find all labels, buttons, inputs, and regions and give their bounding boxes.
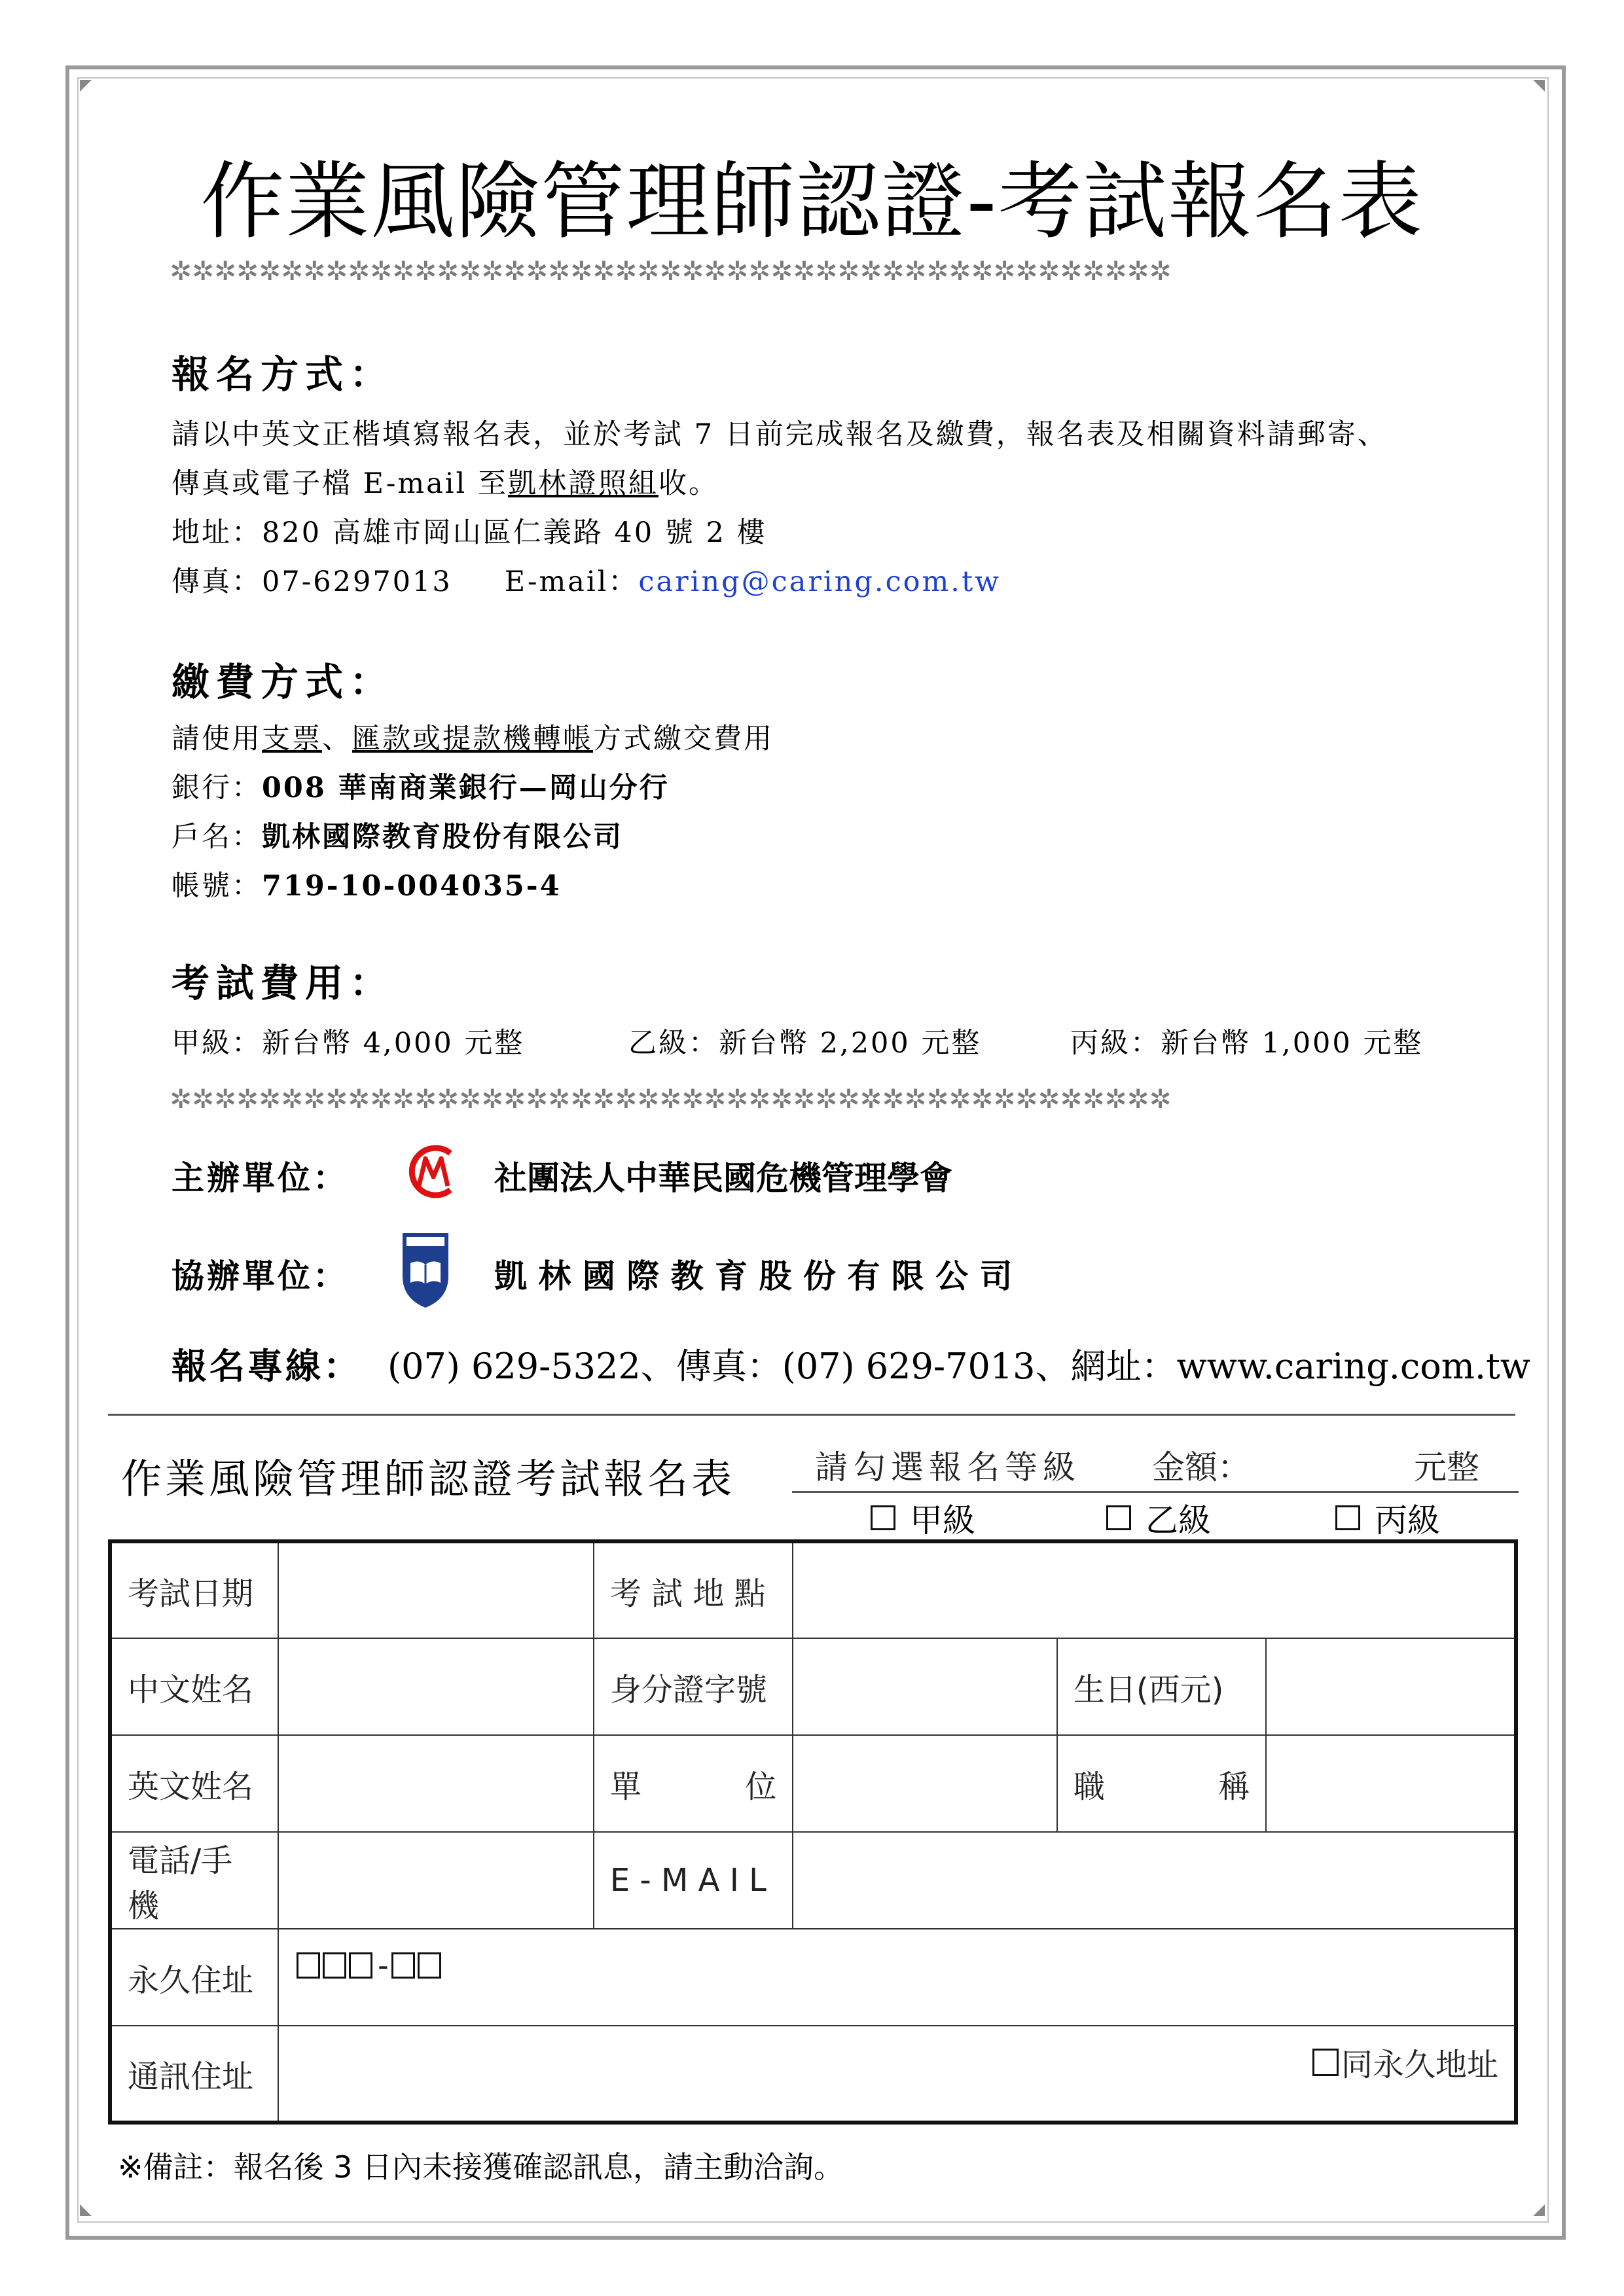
unit-label-b: 位: [745, 1768, 777, 1805]
association-logo-icon: [399, 1139, 465, 1204]
mailing-address-label: 通訊住址: [110, 2026, 278, 2123]
payment-pre: 請使用: [171, 723, 262, 755]
phone-label: 電話/手機: [110, 1832, 278, 1929]
unit-label: [594, 1735, 793, 1832]
co-organizer-name: 凱 林 國 際 教 育 股 份 有 限 公 司: [494, 1257, 1013, 1295]
job-title-field[interactable]: [1266, 1735, 1516, 1832]
exam-location-label: 考 試 地 點: [594, 1541, 793, 1638]
phone-field[interactable]: [278, 1832, 593, 1929]
footnote: ※備註：報名後 3 日內未接獲確認訊息，請主動洽詢。: [118, 2149, 844, 2185]
account-no-label: 帳號：: [171, 870, 262, 903]
form-title: 作業風險管理師認證考試報名表: [121, 1455, 736, 1503]
payment-sep: 、: [322, 723, 352, 755]
checkbox-icon[interactable]: [1106, 1505, 1131, 1530]
registration-line-2-pre: 傳真或電子檔 E-mail 至: [171, 467, 508, 500]
level-option-b[interactable]: [1106, 1494, 1211, 1541]
registration-fax: 傳真：07-6297013: [171, 565, 452, 598]
level-prompt: 請勾選報名等級: [815, 1448, 1081, 1486]
level-option-a[interactable]: [871, 1494, 975, 1541]
job-title-label: [1057, 1735, 1266, 1832]
job-title-label-a: 職: [1073, 1768, 1105, 1805]
amount-unit: 元整: [1414, 1448, 1479, 1486]
registration-line-2: [171, 461, 719, 501]
payment-methods: [171, 717, 774, 757]
frame-corner: [80, 80, 92, 92]
job-title-label-b: 稱: [1218, 1768, 1250, 1805]
permanent-address-label: 永久住址: [110, 1929, 278, 2026]
bank-label: 銀行：: [171, 772, 262, 804]
level-option-label: 甲級: [910, 1501, 975, 1539]
email-label: E-mail：: [504, 565, 639, 598]
exam-date-label: 考試日期: [110, 1541, 278, 1638]
registration-heading: 報名方式：: [171, 352, 395, 397]
host-label: 主辦單位：: [171, 1158, 348, 1197]
chinese-name-label: 中文姓名: [110, 1638, 278, 1735]
registration-address: 地址：820 高雄市岡山區仁義路 40 號 2 樓: [171, 516, 767, 549]
frame-corner: [80, 2204, 92, 2216]
level-option-label: 丙級: [1375, 1501, 1440, 1539]
payment-account-name: [171, 815, 623, 855]
table-row: [110, 1541, 1516, 1638]
payment-method-transfer: 匯款或提款機轉帳: [352, 723, 593, 755]
hotline-value: (07) 629-5322、傳真：(07) 629-7013、網址：www.caring.com.tw: [388, 1346, 1531, 1387]
host-name: 社團法人中華民國危機管理學會: [494, 1158, 952, 1197]
caring-shield-logo-icon: [401, 1230, 450, 1309]
postal-code-box[interactable]: [349, 1952, 372, 1979]
level-option-label: 乙級: [1146, 1501, 1211, 1539]
page-title: 作業風險管理師認證-考試報名表: [200, 153, 1424, 251]
registration-line-1: 請以中英文正楷填寫報名表，並於考試 7 日前完成報名及繳費，報名表及相關資料請郵寄、: [171, 418, 1388, 451]
postal-code-box[interactable]: [418, 1952, 441, 1979]
english-name-label: 英文姓名: [110, 1735, 278, 1832]
registration-form-table: [108, 1539, 1518, 2125]
email-link[interactable]: caring@caring.com.tw: [638, 565, 1001, 598]
unit-label-a: 單: [609, 1768, 641, 1805]
birthday-field[interactable]: [1266, 1638, 1516, 1735]
postal-code-box[interactable]: [391, 1952, 415, 1979]
checkbox-icon[interactable]: [871, 1505, 895, 1530]
payment-method-check: 支票: [262, 723, 322, 755]
postal-code-box[interactable]: [323, 1952, 346, 1979]
checkbox-icon[interactable]: [1335, 1505, 1360, 1530]
star-divider: ✲✲✲✲✲✲✲✲✲✲✲✲✲✲✲✲✲✲✲✲✲✲✲✲✲✲✲✲✲✲✲✲✲✲✲✲✲✲✲✲✲✲✲✲✲: [170, 247, 1172, 289]
level-option-c[interactable]: [1335, 1494, 1440, 1541]
hotline: [171, 1338, 1530, 1389]
english-name-field[interactable]: [278, 1735, 593, 1832]
fee-level-a: 甲級：新台幣 4,000 元整: [171, 1027, 525, 1060]
payment-account-no: [171, 864, 562, 904]
account-no-value: 719-10-004035-4: [262, 870, 562, 903]
same-address-option[interactable]: [1312, 2039, 1498, 2085]
payment-bank: [171, 766, 670, 806]
birthday-label: 生日(西元): [1057, 1638, 1266, 1735]
frame-corner: [1533, 2204, 1545, 2216]
postal-code-boxes[interactable]: -: [297, 1948, 444, 1983]
co-organizer-label: 協辦單位：: [171, 1257, 348, 1295]
mailing-address-field[interactable]: [278, 2026, 1516, 2123]
table-row: [110, 1735, 1516, 1832]
table-row: [110, 1929, 1516, 2026]
account-name-label: 戶名：: [171, 821, 262, 853]
checkbox-icon[interactable]: [1312, 2049, 1339, 2076]
registration-recipient: 凱林證照組: [507, 467, 659, 500]
amount-label: 金額：: [1152, 1448, 1250, 1486]
table-row: [110, 1832, 1516, 1929]
chinese-name-field[interactable]: [278, 1638, 593, 1735]
table-row: [110, 1638, 1516, 1735]
bank-value: 008 華南商業銀行—岡山分行: [262, 772, 670, 804]
fees-heading: 考試費用：: [171, 961, 395, 1005]
id-number-field[interactable]: [793, 1638, 1057, 1735]
same-address-label: 同永久地址: [1341, 2047, 1498, 2083]
hotline-label: 報名專線：: [171, 1345, 361, 1387]
level-underline: [792, 1491, 1519, 1493]
table-row: [110, 2026, 1516, 2123]
id-number-label: 身分證字號: [594, 1638, 793, 1735]
exam-location-field[interactable]: [793, 1541, 1516, 1638]
frame-corner: [1533, 80, 1545, 92]
email-field[interactable]: [793, 1832, 1516, 1929]
postal-code-box[interactable]: [297, 1952, 320, 1979]
payment-post: 方式繳交費用: [593, 723, 774, 755]
permanent-address-field[interactable]: [278, 1929, 1516, 2026]
fee-level-b: 乙級：新台幣 2,200 元整: [628, 1027, 982, 1060]
section-divider: [108, 1414, 1515, 1416]
payment-heading: 繳費方式：: [171, 660, 395, 704]
email-field-label: E - M A I L: [594, 1832, 793, 1929]
registration-contact: [171, 560, 1001, 600]
star-divider: ✲✲✲✲✲✲✲✲✲✲✲✲✲✲✲✲✲✲✲✲✲✲✲✲✲✲✲✲✲✲✲✲✲✲✲✲✲✲✲✲✲✲✲✲✲: [170, 1075, 1172, 1117]
registration-line-2-post: 收。: [658, 467, 719, 500]
unit-field[interactable]: [793, 1735, 1057, 1832]
exam-date-field[interactable]: [278, 1541, 593, 1638]
account-name-value: 凱林國際教育股份有限公司: [262, 821, 623, 853]
fee-level-c: 丙級：新台幣 1,000 元整: [1070, 1027, 1424, 1060]
